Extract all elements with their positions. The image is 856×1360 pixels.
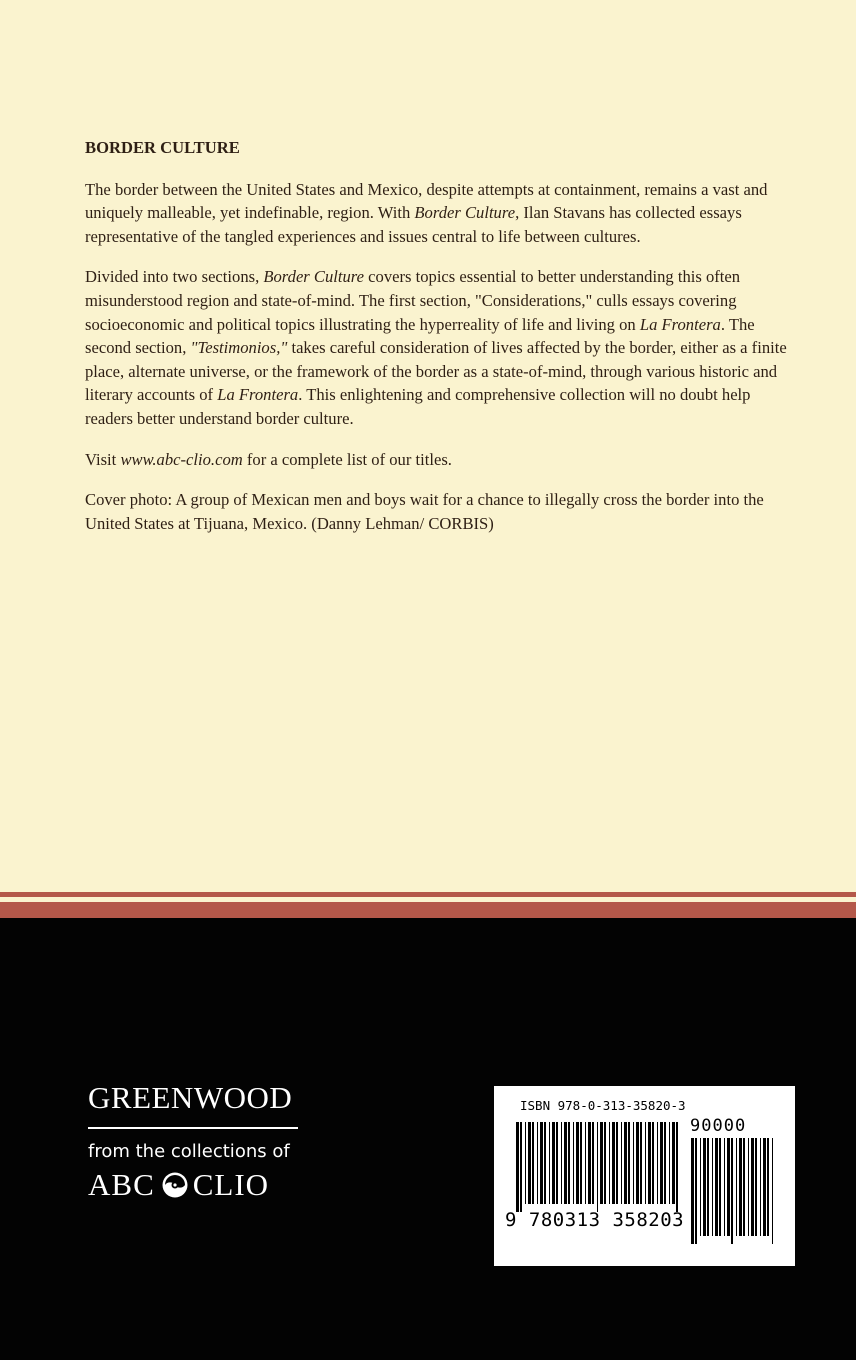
p2-text-d: takes careful consideration of lives affected by the border, either as a finite place, alternate universe, or the framework of the border as a state-of-mind, through various historic and literary accounts of [85, 338, 787, 405]
barcode-bar [743, 1138, 745, 1236]
barcode-bar [748, 1138, 749, 1236]
barcode-bar [700, 1138, 701, 1236]
barcode-bar [669, 1122, 670, 1204]
p2-text-b: covers topics essential to better understanding this often misunderstood region and state-of-mind. The first section, "Considerations," culls essays covering socioeconomic and political topics illustrating the hyperreality of life and living on [85, 267, 741, 334]
p2-book-title: Border Culture [263, 267, 365, 287]
barcode-bar [564, 1122, 567, 1204]
barcode-bar [715, 1138, 718, 1236]
barcode-bar [691, 1138, 694, 1244]
p1-text-b: , Ilan Stavans has collected essays representative of the tangled experiences and issues central to life between cultures. [85, 203, 742, 246]
barcode-bar [636, 1122, 639, 1204]
barcode-bar [664, 1122, 666, 1204]
greenwood-wordmark: GREENWOOD [88, 1080, 293, 1115]
barcode-bar [532, 1122, 534, 1204]
barcode-bar [719, 1138, 721, 1236]
barcode-bar [751, 1138, 754, 1236]
barcode-bar [609, 1122, 610, 1204]
barcode-bar [676, 1122, 678, 1212]
publisher-divider [88, 1127, 298, 1129]
p2-text-a: Divided into two sections, [85, 267, 264, 287]
barcode-bar [568, 1122, 570, 1204]
barcode-bar [763, 1138, 766, 1236]
barcode-bar [616, 1122, 618, 1204]
decorative-stripes [0, 892, 856, 918]
barcode-bar [633, 1122, 634, 1204]
description-paragraph-2 [85, 265, 797, 430]
barcode-bar [600, 1122, 603, 1204]
barcode-bar [640, 1122, 642, 1204]
cover-photo-credit: Cover photo: A group of Mexican men and boys wait for a chance to illegally cross the border into the United States at Tijuana, Mexico. (Danny Lehman/ CORBIS) [85, 490, 764, 533]
barcode-bar [537, 1122, 538, 1204]
description-paragraph-1 [85, 178, 797, 249]
barcode-bar [672, 1122, 675, 1204]
barcode-bar [525, 1122, 526, 1204]
isbn-barcode [494, 1086, 795, 1266]
barcode-bar [552, 1122, 555, 1204]
barcode-bar [576, 1122, 579, 1204]
barcode-bar [660, 1122, 663, 1204]
barcode-bar [755, 1138, 757, 1236]
stripe-thick [0, 902, 856, 918]
barcode-bar [739, 1138, 742, 1236]
barcode-bar [657, 1122, 658, 1204]
barcode-bar [540, 1122, 543, 1204]
p1-book-title: Border Culture [414, 203, 516, 223]
clio-text: CLIO [192, 1167, 270, 1202]
barcode-bar [621, 1122, 622, 1204]
barcode-bar [624, 1122, 627, 1204]
p2-la-frontera-1: La Frontera [639, 314, 721, 334]
barcode-bar [628, 1122, 630, 1204]
addon-barcode-bars [691, 1138, 773, 1244]
p2-la-frontera-2: La Frontera [217, 385, 299, 405]
barcode-bar [585, 1122, 586, 1204]
abc-clio-swirl-icon [161, 1171, 189, 1199]
barcode-bars [494, 1086, 795, 1266]
p2-testimonios: "Testimonios," [190, 338, 288, 358]
abc-clio-wordmark [88, 1166, 303, 1204]
publisher-logo [88, 1080, 303, 1204]
barcode-bar [612, 1122, 615, 1204]
barcode-bar [695, 1138, 697, 1244]
back-cover-bottom-panel [0, 918, 856, 1360]
p3-text-b: for a complete list of our titles. [242, 449, 452, 469]
barcode-bar [604, 1122, 606, 1204]
barcode-bar [516, 1122, 519, 1212]
p1-text-a: The border between the United States and Mexico, despite attempts at containment, remains a vast and uniquely malleable, yet indefinable, region. With [85, 179, 768, 223]
back-cover-text [85, 136, 797, 552]
barcode-bar [703, 1138, 706, 1236]
barcode-bar [772, 1138, 773, 1244]
barcode-bar [648, 1122, 651, 1204]
barcode-bar [731, 1138, 733, 1244]
p3-text-a: Visit [85, 449, 121, 469]
publisher-url: www.abc-clio.com [120, 449, 243, 469]
barcode-bar [556, 1122, 558, 1204]
barcode-bar [528, 1122, 531, 1204]
barcode-bar [561, 1122, 562, 1204]
ean-barcode-bars [516, 1122, 678, 1212]
barcode-bar [736, 1138, 737, 1236]
p2-text-e: . This enlightening and comprehensive collection will no doubt help readers better understand border culture. [85, 385, 751, 428]
barcode-bar [652, 1122, 654, 1204]
barcode-bar [767, 1138, 769, 1236]
barcode-bar [712, 1138, 713, 1236]
barcode-bar [727, 1138, 730, 1236]
barcode-bar [520, 1122, 522, 1212]
p2-text-c: . The second section, [85, 314, 755, 358]
barcode-bar [592, 1122, 594, 1204]
barcode-bar [645, 1122, 646, 1204]
barcode-bar [573, 1122, 574, 1204]
ean-digits: 9 780313 358203 [505, 1209, 685, 1231]
visit-paragraph [85, 448, 797, 472]
barcode-bar [588, 1122, 591, 1204]
book-title-heading: BORDER CULTURE [85, 138, 240, 157]
isbn-label: ISBN 978-0-313-35820-3 [520, 1098, 686, 1113]
barcode-bar [760, 1138, 761, 1236]
collections-text: from the collections of [88, 1141, 290, 1162]
barcode-bar [724, 1138, 725, 1236]
price-code: 90000 [690, 1116, 747, 1136]
barcode-bar [707, 1138, 709, 1236]
abc-text: ABC [88, 1167, 155, 1202]
barcode-bar [549, 1122, 550, 1204]
barcode-bar [544, 1122, 546, 1204]
barcode-bar [597, 1122, 598, 1212]
barcode-bar [580, 1122, 582, 1204]
